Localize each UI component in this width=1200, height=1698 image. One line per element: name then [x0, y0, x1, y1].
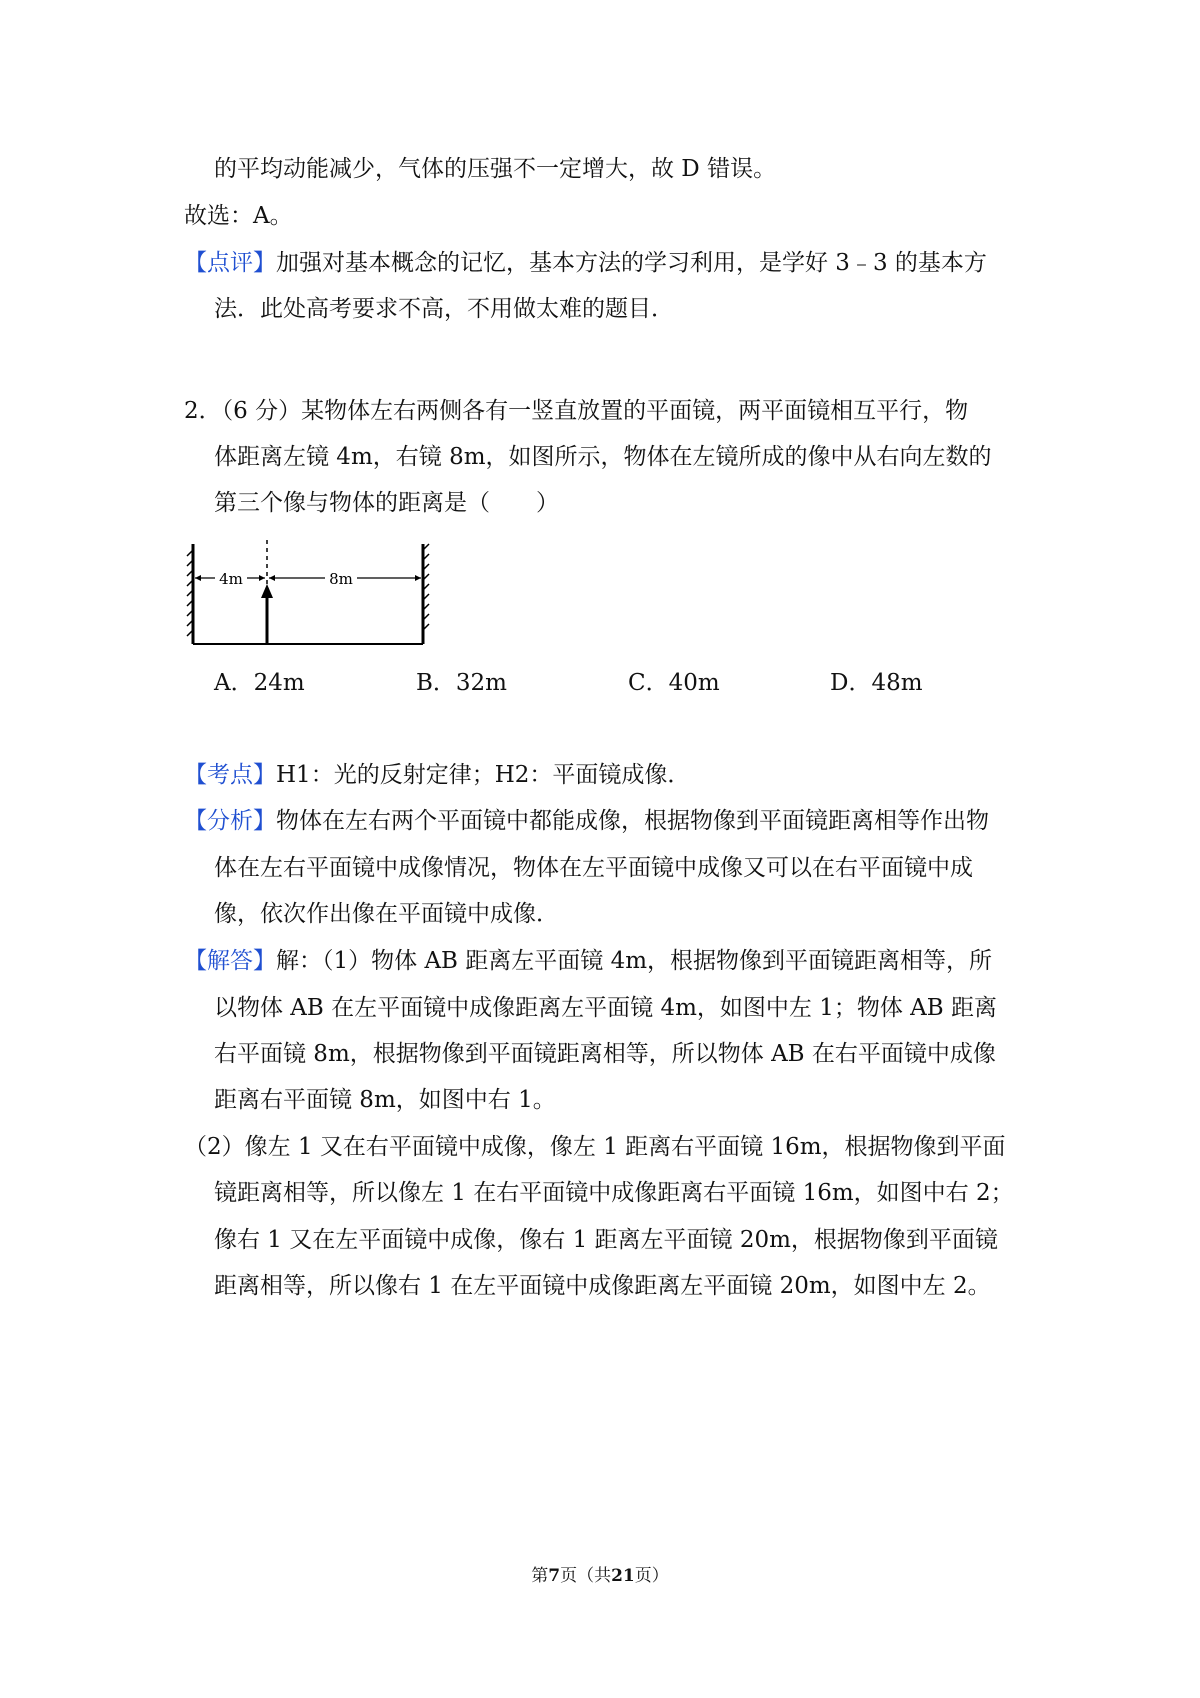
solution-line-3: 右平面镜 8m，根据物像到平面镜距离相等，所以物体 AB 在右平面镜中成像 — [214, 1041, 996, 1067]
option-c: C．40m — [628, 670, 720, 696]
text-line-1: 的平均动能减少，气体的压强不一定增大，故 D 错误。 — [214, 156, 777, 182]
question-line-2: 体距离左镜 4m，右镜 8m，如图所示，物体在左镜所成的像中从右向左数的 — [214, 444, 992, 470]
text-line-answer: 故选：A。 — [184, 203, 293, 229]
option-a: A．24m — [214, 670, 305, 696]
comment-line-2: 法．此处高考要求不高，不用做太难的题目． — [214, 296, 674, 322]
analysis-line-3: 像，依次作出像在平面镜中成像． — [214, 901, 559, 927]
question-line-1: 2．（6 分）某物体左右两侧各有一竖直放置的平面镜，两平面镜相互平行，物 — [184, 398, 969, 424]
comment-line-1: 【点评】加强对基本概念的记忆，基本方法的学习利用，是学好 3﹣3 的基本方 — [184, 250, 987, 276]
section-tag: 【考点】 — [184, 762, 276, 788]
solution-line-4: 距离右平面镜 8m，如图中右 1。 — [214, 1087, 556, 1113]
page-footer: 第7页（共21页） — [531, 1566, 669, 1586]
solution-line-7: 像右 1 又在左平面镜中成像，像右 1 距离左平面镜 20m，根据物像到平面镜 — [214, 1227, 998, 1253]
left-distance-label: 4m — [219, 570, 243, 588]
right-distance-label: 8m — [329, 570, 353, 588]
analysis-line-2: 体在左右平面镜中成像情况，物体在左平面镜中成像又可以在右平面镜中成 — [214, 855, 973, 881]
analysis-line-1: 【分析】物体在左右两个平面镜中都能成像，根据物像到平面镜距离相等作出物 — [184, 808, 989, 834]
section-tag: 【点评】 — [184, 250, 276, 276]
option-b: B．32m — [416, 670, 507, 696]
section-tag: 【分析】 — [184, 808, 276, 834]
page-number: 7 — [548, 1566, 561, 1586]
solution-line-1: 【解答】解：（1）物体 AB 距离左平面镜 4m，根据物像到平面镜距离相等，所 — [184, 948, 993, 974]
solution-line-2: 以物体 AB 在左平面镜中成像距离左平面镜 4m，如图中左 1；物体 AB 距离 — [214, 995, 997, 1021]
knowledge-point-line: 【考点】H1：光的反射定律；H2：平面镜成像． — [184, 762, 691, 788]
section-tag: 【解答】 — [184, 948, 276, 974]
mirror-diagram — [185, 540, 435, 650]
option-d: D．48m — [830, 670, 923, 696]
question-line-3: 第三个像与物体的距离是（ ） — [214, 490, 559, 516]
solution-line-6: 镜距离相等，所以像左 1 在右平面镜中成像距离右平面镜 16m，如图中右 2； — [214, 1180, 1014, 1206]
solution-line-5: （2）像左 1 又在右平面镜中成像，像左 1 距离右平面镜 16m，根据物像到平面 — [184, 1134, 1006, 1160]
total-pages: 21 — [611, 1566, 635, 1586]
solution-line-8: 距离相等，所以像右 1 在左平面镜中成像距离左平面镜 20m，如图中左 2。 — [214, 1273, 991, 1299]
